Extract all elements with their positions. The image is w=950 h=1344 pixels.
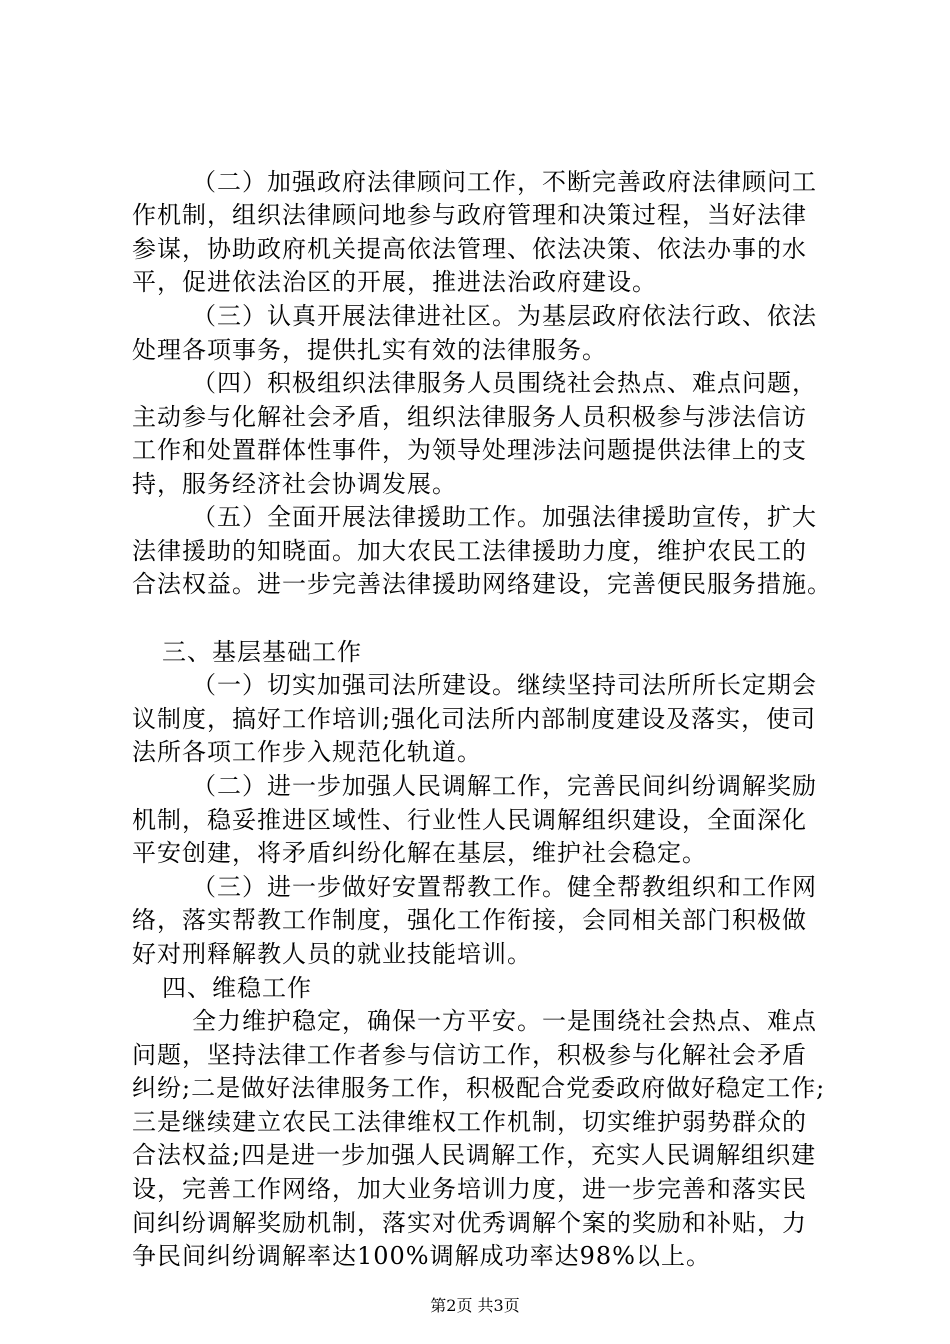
text-line: 纠纷;二是做好法律服务工作，积极配合党委政府做好稳定工作; bbox=[132, 1074, 826, 1102]
text-line: 参谋，协助政府机关提高依法管理、依法决策、依法办事的水 bbox=[132, 235, 807, 263]
text-line: （二）进一步加强人民调解工作，完善民间纠纷调解奖励 bbox=[192, 772, 817, 800]
text-line: 间纠纷调解奖励机制，落实对优秀调解个案的奖励和补贴，力 bbox=[132, 1209, 807, 1237]
text-line: 争民间纠纷调解率达100%调解成功率达98%以上。 bbox=[132, 1242, 711, 1270]
text-line: （二）加强政府法律顾问工作，不断完善政府法律顾问工 bbox=[192, 168, 817, 196]
text-line: 三是继续建立农民工法律维权工作机制，切实维护弱势群众的 bbox=[132, 1108, 807, 1136]
text-line: （五）全面开展法律援助工作。加强法律援助宣传，扩大 bbox=[192, 503, 817, 531]
text-line: 作机制，组织法律顾问地参与政府管理和决策过程，当好法律 bbox=[132, 201, 807, 229]
text-line: 合法权益。进一步完善法律援助网络建设，完善便民服务措施。 bbox=[132, 570, 832, 598]
text-line: 合法权益;四是进一步加强人民调解工作，充实人民调解组织建 bbox=[132, 1141, 817, 1169]
text-line: 设，完善工作网络，加大业务培训力度，进一步完善和落实民 bbox=[132, 1175, 807, 1203]
text-line: 持，服务经济社会协调发展。 bbox=[132, 470, 457, 498]
text-line: 平，促进依法治区的开展，推进法治政府建设。 bbox=[132, 268, 657, 296]
text-line: 全力维护稳定，确保一方平安。一是围绕社会热点、难点 bbox=[192, 1007, 817, 1035]
section-heading: 三、基层基础工作 bbox=[162, 638, 362, 666]
text-line: （一）切实加强司法所建设。继续坚持司法所所长定期会 bbox=[192, 671, 817, 699]
text-line: 议制度，搞好工作培训;强化司法所内部制度建设及落实，使司 bbox=[132, 705, 817, 733]
text-line: 法律援助的知晓面。加大农民工法律援助力度，维护农民工的 bbox=[132, 537, 807, 565]
section-heading: 四、维稳工作 bbox=[162, 974, 312, 1002]
text-line: 好对刑释解教人员的就业技能培训。 bbox=[132, 940, 532, 968]
text-line: 法所各项工作步入规范化轨道。 bbox=[132, 738, 482, 766]
text-line: （四）积极组织法律服务人员围绕社会热点、难点问题， bbox=[192, 369, 817, 397]
text-line: 工作和处置群体性事件，为领导处理涉法问题提供法律上的支 bbox=[132, 436, 807, 464]
page-number-footer: 第2页 共3页 bbox=[430, 1296, 520, 1315]
text-line: （三）进一步做好安置帮教工作。健全帮教组织和工作网 bbox=[192, 873, 817, 901]
text-line: 主动参与化解社会矛盾，组织法律服务人员积极参与涉法信访 bbox=[132, 403, 807, 431]
text-line: 络，落实帮教工作制度，强化工作衔接，会同相关部门积极做 bbox=[132, 906, 807, 934]
text-line: 平安创建，将矛盾纠纷化解在基层，维护社会稳定。 bbox=[132, 839, 707, 867]
text-line: 处理各项事务，提供扎实有效的法律服务。 bbox=[132, 336, 607, 364]
text-line: 问题，坚持法律工作者参与信访工作，积极参与化解社会矛盾 bbox=[132, 1041, 807, 1069]
text-line: （三）认真开展法律进社区。为基层政府依法行政、依法 bbox=[192, 302, 817, 330]
text-line: 机制，稳妥推进区域性、行业性人民调解组织建设，全面深化 bbox=[132, 806, 807, 834]
